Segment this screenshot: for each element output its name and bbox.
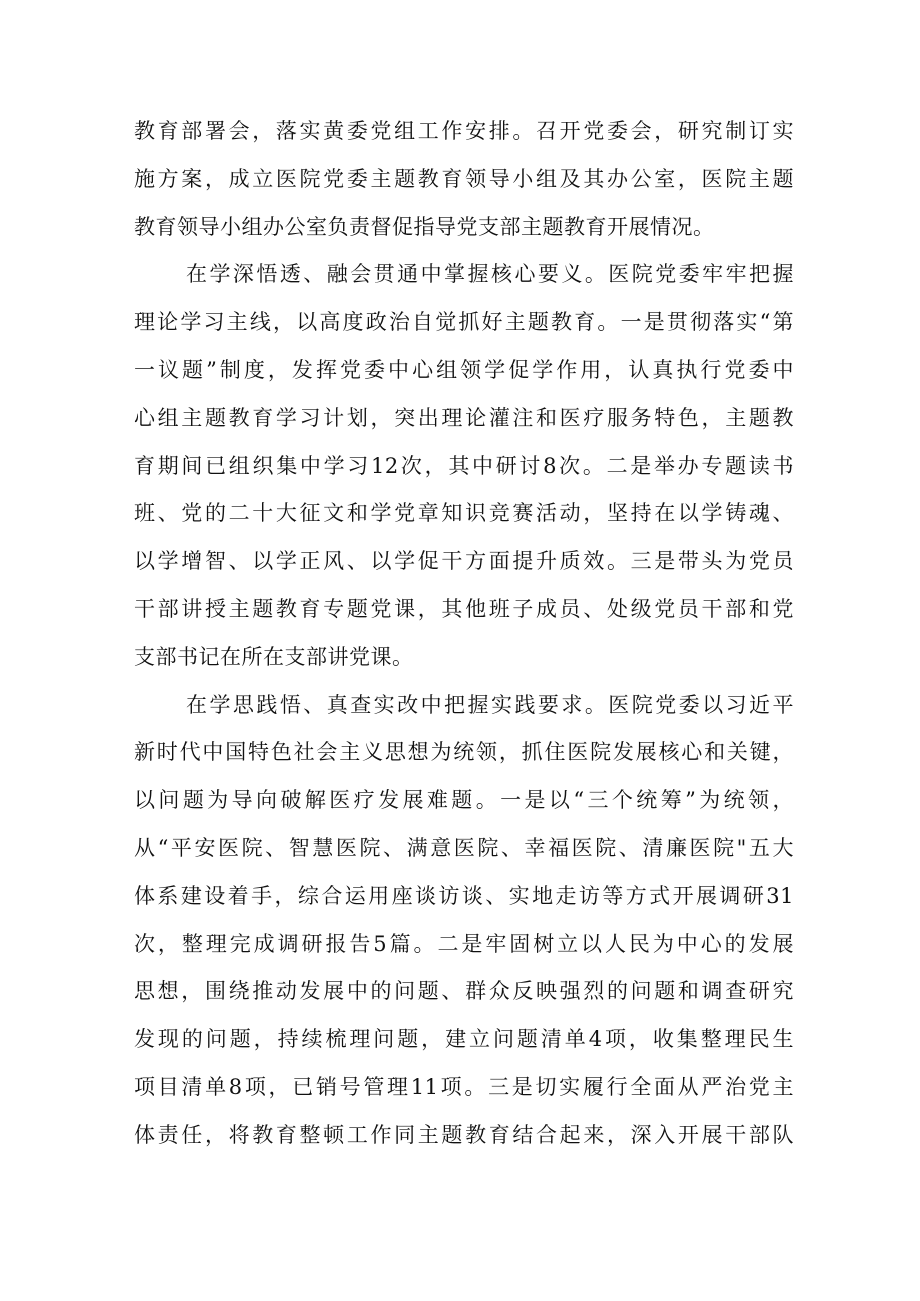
text-line: 在学思践悟、真查实改中把握实践要求。医院党委以习近平 [186,692,794,717]
text-line: 体系建设着手，综合运用座谈访谈、实地走访等方式开展调研31 [134,883,794,908]
text-line: 新时代中国特色社会主义思想为统领，抓住医院发展核心和关键， [134,740,794,765]
text-line: 教育部署会，落实黄委党组工作安排。召开党委会，研究制订实 [134,119,794,143]
text-line: 教育领导小组办公室负责督促指导党支部主题教育开展情况。 [134,214,715,239]
text-line: 以问题为导向破解医疗发展难题。一是以“三个统筹”为统领， [134,788,794,813]
text-line: 一议题”制度，发挥党委中心组领学促学作用，认真执行党委中 [134,357,794,382]
paragraph-3 [134,682,794,1160]
text-line: 班、党的二十大征文和学党章知识竞赛活动，坚持在以学铸魂、 [134,501,794,526]
paragraph-2 [134,251,794,681]
text-line: 育期间已组织集中学习12次，其中研讨8次。二是举办专题读书 [134,453,794,478]
text-line: 发现的问题，持续梳理问题，建立问题清单4项，收集整理民生 [134,1027,794,1052]
text-line: 在学深悟透、融会贯通中掌握核心要义。医院党委牢牢把握 [186,262,794,287]
text-line: 以学增智、以学正风、以学促干方面提升质效。三是带头为党员 [134,549,794,574]
text-line: 心组主题教育学习计划，突出理论灌注和医疗服务特色，主题教 [134,405,794,430]
paragraph-1 [134,108,794,251]
text-line: 干部讲授主题教育专题党课，其他班子成员、处级党员干部和党 [134,596,794,621]
document-body [134,108,794,1160]
text-line: 思想，围绕推动发展中的问题、群众反映强烈的问题和调查研究 [134,979,794,1004]
text-line: 项目清单8项，已销号管理11项。三是切实履行全面从严治党主 [134,1074,794,1099]
text-line: 理论学习主线，以高度政治自觉抓好主题教育。一是贯彻落实“第 [134,310,794,335]
text-line: 次，整理完成调研报告5篇。二是牢固树立以人民为中心的发展 [134,931,794,956]
text-line: 施方案，成立医院党委主题教育领导小组及其办公室，医院主题 [134,166,794,191]
text-line: 从“平安医院、智慧医院、满意医院、幸福医院、清廉医院"五大 [134,835,794,860]
text-line: 支部书记在所在支部讲党课。 [134,644,414,669]
text-line: 体责任，将教育整顿工作同主题教育结合起来，深入开展干部队 [134,1122,794,1147]
